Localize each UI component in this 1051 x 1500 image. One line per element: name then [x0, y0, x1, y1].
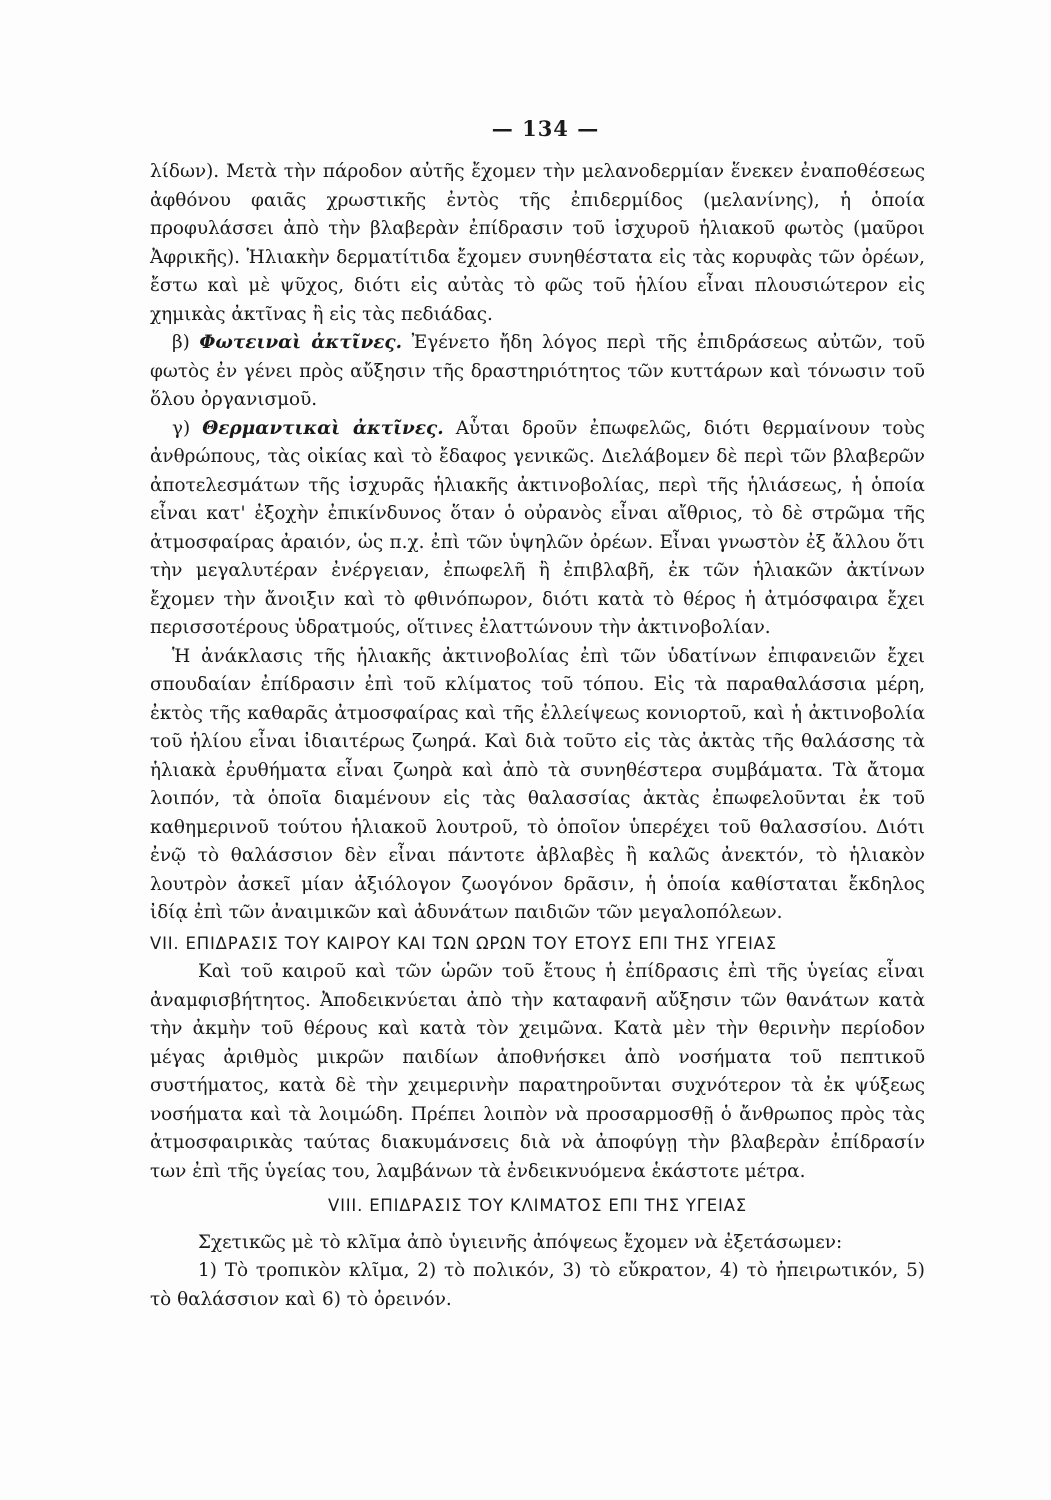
paragraph-climate-list: 1) Τὸ τροπικὸν κλῖμα, 2) τὸ πολικόν, 3) τὸ εὔκρατον, 4) τὸ ἠπειρωτικόν, 5) τὸ θαλάσσιον καὶ 6) τὸ ὀρεινόν. [150, 1260, 925, 1310]
term-visible-rays: Φωτειναὶ ἀκτῖνες. [199, 332, 403, 353]
paragraph-thermal-rays [150, 415, 925, 643]
term-thermal-rays: Θερμαντικαὶ ἀκτῖνες. [202, 417, 444, 439]
paragraph-visible-rays-text: Ἐγένετο ἤδη λόγος περὶ τῆς ἐπιδράσεως αὐτῶν, τοῦ φωτὸς ἐν γένει πρὸς αὔξησιν τῆς δραστηριότητος τῶν κυττάρων καὶ τόνωσιν τοῦ ὅλου ὀργανισμοῦ. [150, 332, 925, 410]
paragraph-thermal-rays-text: Αὗται δροῦν ἐπωφελῶς, διότι θερμαίνουν τοὺς ἀνθρώπους, τὰς οἰκίας καὶ τὸ ἔδαφος γενικῶς. Διελάβομεν δὲ περὶ τῶν βλαβερῶν ἀποτελεσμάτων τῆς ἰσχυρᾶς ἡλιακῆς ἀκτινοβολίας, περὶ τῆς ἡλιάσεως, ἡ ὁποία εἶναι κατ' ἐξοχὴν ἐπικίνδυνος ὅταν ὁ οὐρανὸς εἶναι αἴθριος, τὸ δὲ στρῶμα τῆς ἀτμοσφαίρας ἀραιόν, ὡς π.χ. ἐπὶ τῶν ὑψηλῶν ὀρέων. Εἶναι γνωστὸν ἐξ ἄλλου ὅτι τὴν μεγαλυτέραν ἐνέργειαν, ἐπωφελῆ ἢ ἐπιβλαβῆ, ἐκ τῶν ἡλιακῶν ἀκτίνων ἔχομεν τὴν ἄνοιξιν καὶ τὸ φθινόπωρον, διότι κατὰ τὸ θέρος ἡ ἀτμόσφαιρα ἔχει περισσοτέρους ὑδρατμούς, οἵτινες ἐλαττώνουν τὴν ἀκτινοβολίαν. [150, 417, 925, 638]
list-marker-c: γ) [172, 417, 191, 439]
paragraph-reflection: Ἡ ἀνάκλασις τῆς ἡλιακῆς ἀκτινοβολίας ἐπὶ τῶν ὑδατίνων ἐπιφανειῶν ἔχει σπουδαίαν ἐπίδρασιν ἐπὶ τοῦ κλίματος τοῦ τόπου. Εἰς τὰ παραθαλάσσια μέρη, ἐκτὸς τῆς καθαρᾶς ἀτμοσφαίρας καὶ τῆς ἐλλείψεως κονιορτοῦ, καὶ ἡ ἀκτινοβολία τοῦ ἡλίου εἶναι ἰδιαιτέρως ζωηρά. Καὶ διὰ τοῦτο εἰς τὰς ἀκτὰς τῆς θαλάσσης τὰ ἡλιακὰ ἐρυθήματα εἶναι ζωηρὰ καὶ ἀπὸ τὰ συνηθέστερα συμβάματα. Τὰ ἄτομα λοιπόν, τὰ ὁποῖα διαμένουν εἰς τὰς θαλασσίας ἀκτὰς ἐπωφελοῦνται ἐκ τοῦ καθημερινοῦ τούτου ἡλιακοῦ λουτροῦ, τὸ ὁποῖον ὑπερέχει τοῦ θαλασσίου. Διότι ἐνῷ τὸ θαλάσσιον δὲν εἶναι πάντοτε ἀβλαβὲς ἢ καλῶς ἀνεκτόν, τὸ ἡλιακὸν λουτρὸν ἀσκεῖ μίαν ἀξιόλογον ζωογόνον δρᾶσιν, ἡ ὁποία καθίσταται ἔκδηλος ἰδίᾳ ἐπὶ τῶν ἀναιμικῶν καὶ ἀδυνάτων παιδιῶν τῶν μεγαλοπόλεων. [150, 645, 925, 923]
paragraph-weather-seasons: Καὶ τοῦ καιροῦ καὶ τῶν ὡρῶν τοῦ ἔτους ἡ ἐπίδρασις ἐπὶ τῆς ὑγείας εἶναι ἀναμφισβήτητος. Ἀποδεικνύεται ἀπὸ τὴν καταφανῆ αὔξησιν τῶν θανάτων κατὰ τὴν ἀκμὴν τοῦ θέρους καὶ κατὰ τὸν χειμῶνα. Κατὰ μὲν τὴν θερινὴν περίοδον μέγας ἀριθμὸς μικρῶν παιδίων ἀποθνήσκει ἀπὸ νοσήματα τοῦ πεπτικοῦ συστήματος, κατὰ δὲ τὴν χειμερινὴν παρατηροῦνται συχνότερον τὰ ἐκ ψύξεως νοσήματα καὶ τὰ λοιμώδη. Πρέπει λοιπὸν νὰ προσαρμοσθῇ ὁ ἄνθρωπος πρὸς τὰς ἀτμοσφαιρικὰς ταύτας διακυμάνσεις διὰ νὰ ἀποφύγῃ τὴν βλαβερὰν ἐπίδρασίν των ἐπὶ τῆς ὑγείας του, λαμβάνων τὰ ἐνδεικνυόμενα ἑκάστοτε μέτρα. [150, 961, 925, 1182]
body-text [150, 158, 925, 1314]
paragraph-visible-rays [150, 329, 925, 415]
section-heading-viii: VIII. ΕΠΙΔΡΑΣΙΣ ΤΟΥ ΚΛΙΜΑΤΟΣ ΕΠΙ ΤΗΣ ΥΓΕΙΑΣ [328, 1196, 747, 1215]
paragraph-climate-intro: Σχετικῶς μὲ τὸ κλῖμα ἀπὸ ὑγιεινῆς ἀπόψεως ἔχομεν νὰ ἐξετάσωμεν: [198, 1231, 843, 1253]
list-marker-b: β) [172, 332, 190, 353]
section-heading-vii: VII. ΕΠΙΔΡΑΣΙΣ ΤΟΥ ΚΑΙΡΟΥ ΚΑΙ ΤΩΝ ΩΡΩΝ ΤΟΥ ΕΤΟΥΣ ΕΠΙ ΤΗΣ ΥΓΕΙΑΣ [150, 933, 777, 953]
page-number: — 134 — [491, 116, 600, 141]
paragraph-continuation: λίδων). Μετὰ τὴν πάροδον αὐτῆς ἔχομεν τὴν μελανοδερμίαν ἕνεκεν ἐναποθέσεως ἀφθόνου φαιᾶς χρωστικῆς ἐντὸς τῆς ἐπιδερμίδος (μελανίνης), ἡ ὁποία προφυλάσσει ἀπὸ τὴν βλαβερὰν ἐπίδρασιν τοῦ ἰσχυροῦ ἡλιακοῦ φωτὸς (μαῦροι Ἀφρικῆς). Ἡλιακὴν δερματίτιδα ἔχομεν συνηθέστατα εἰς τὰς κορυφὰς τῶν ὀρέων, ἔστω καὶ μὲ ψῦχος, διότι εἰς αὐτὰς τὸ φῶς τοῦ ἡλίου εἶναι πλουσιώτερον εἰς χημικὰς ἀκτῖνας ἢ εἰς τὰς πεδιάδας. [150, 161, 925, 325]
